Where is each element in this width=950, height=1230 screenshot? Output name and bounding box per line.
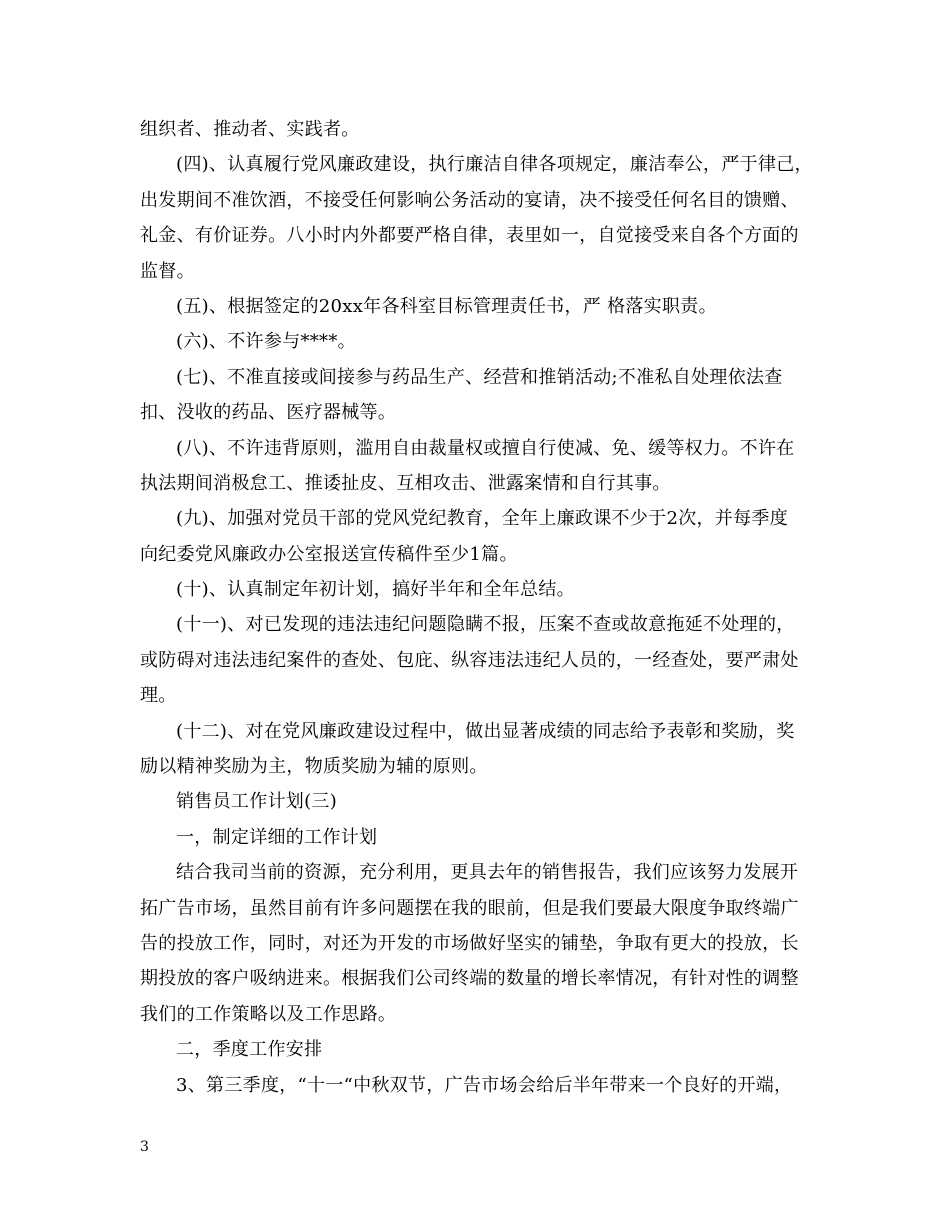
- text-line: 或防碍对违法违纪案件的查处、包庇、纵容违法违纪人员的，一经查处，要严肃处: [140, 649, 799, 671]
- text-line: (十二)、对在党风廉政建设过程中，做出显著成绩的同志给予表彰和奖励，奖: [176, 720, 795, 742]
- text-line: 销售员工作计划(三): [176, 791, 338, 813]
- page-number: 3: [140, 1139, 149, 1155]
- text-line: (十)、认真制定年初计划，搞好半年和全年总结。: [176, 579, 575, 601]
- text-line: 出发期间不准饮酒，不接受任何影响公务活动的宴请，决不接受任何名目的馈赠、: [140, 189, 799, 211]
- text-line: (九)、加强对党员干部的党风党纪教育，全年上廉政课不少于2次，并每季度: [176, 508, 788, 530]
- text-line: (八)、不许违背原则，滥用自由裁量权或擅自行使减、免、缓等权力。不许在: [176, 437, 795, 459]
- text-line: 一，制定详细的工作计划: [176, 826, 378, 848]
- text-line: 励以精神奖励为主，物质奖励为辅的原则。: [140, 756, 488, 778]
- text-line: 执法期间消极怠工、推诿扯皮、互相攻击、泄露案情和自行其事。: [140, 472, 671, 494]
- text-line: (六)、不许参与****。: [176, 331, 356, 353]
- text-line: (十一)、对已发现的违法违纪问题隐瞒不报，压案不查或故意拖延不处理的，: [176, 614, 795, 636]
- text-line: 礼金、有价证券。八小时内外都要严格自律，表里如一，自觉接受来自各个方面的: [140, 225, 799, 247]
- text-line: 拓广告市场，虽然目前有许多问题摆在我的眼前，但是我们要最大限度争取终端广: [140, 897, 799, 919]
- text-line: 监督。: [140, 260, 195, 282]
- text-line: 3、第三季度，“十一“中秋双节，广告市场会给后半年带来一个良好的开端，: [176, 1074, 793, 1096]
- text-line: 结合我司当前的资源，充分利用，更具去年的销售报告，我们应该努力发展开: [176, 862, 799, 884]
- text-line: (七)、不准直接或间接参与药品生产、经营和推销活动;不准私自处理依法查: [176, 366, 783, 388]
- text-line: 告的投放工作，同时，对还为开发的市场做好坚实的铺垫，争取有更大的投放，长: [140, 932, 799, 954]
- text-line: (五)、根据签定的20xx年各科室目标管理责任书，严 格落实职责。: [176, 295, 717, 317]
- text-line: (四)、认真履行党风廉政建设，执行廉洁自律各项规定，廉洁奉公，严于律己，: [176, 154, 813, 176]
- text-line: 理。: [140, 685, 177, 707]
- text-line: 组织者、推动者、实践者。: [140, 119, 360, 140]
- text-line: 期投放的客户吸纳进来。根据我们公司终端的数量的增长率情况，有针对性的调整: [140, 968, 799, 990]
- text-line: 扣、没收的药品、医疗器械等。: [140, 402, 397, 424]
- document-body: [140, 112, 812, 1103]
- text-line: 我们的工作策略以及工作思路。: [140, 1003, 397, 1025]
- text-line: 二，季度工作安排: [176, 1039, 323, 1061]
- text-line: 向纪委党风廉政办公室报送宣传稿件至少1篇。: [140, 543, 518, 565]
